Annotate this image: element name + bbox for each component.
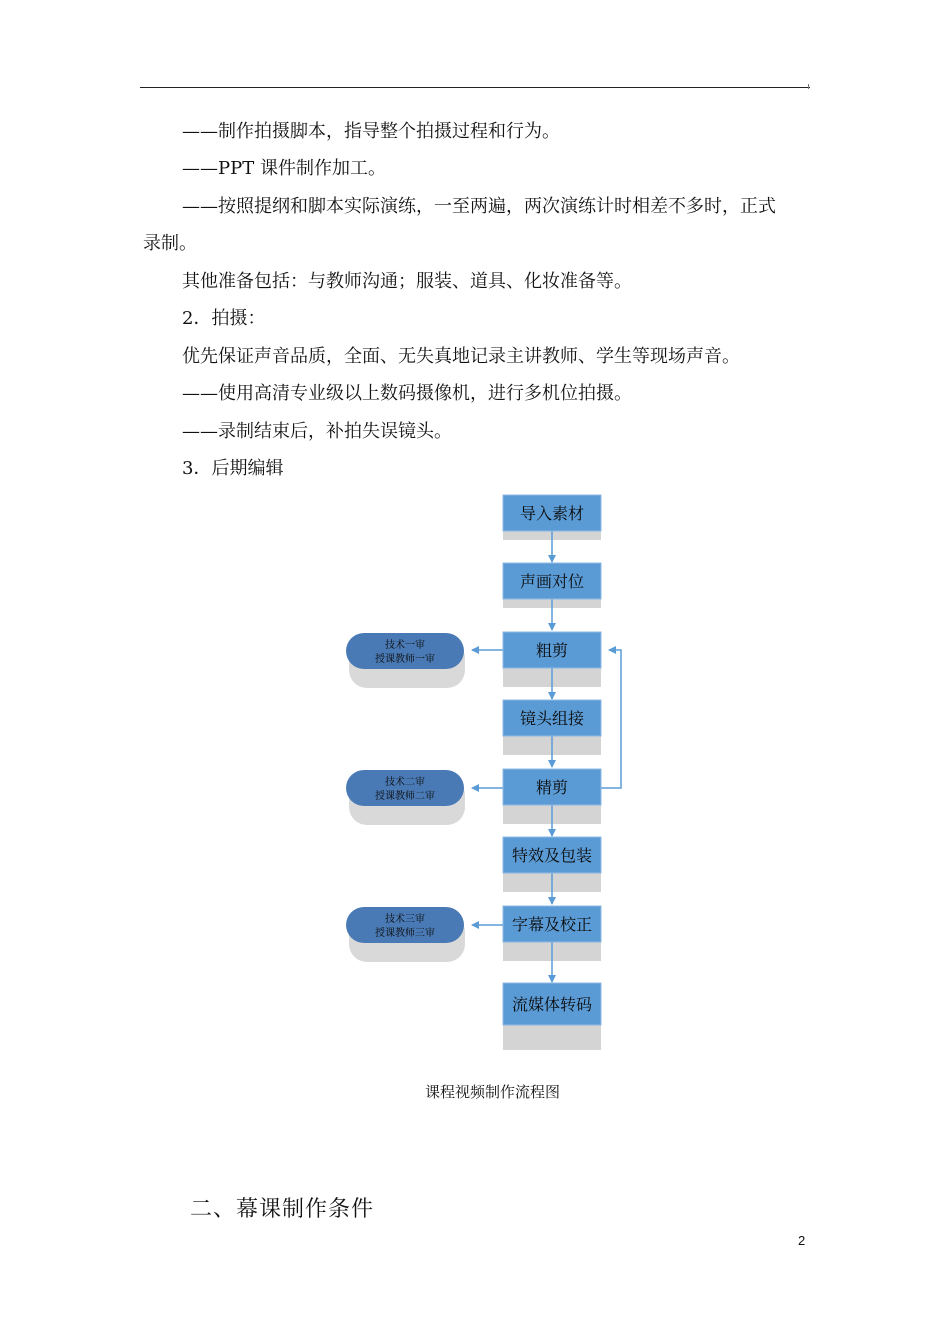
step-label: 特效及包装 [511, 846, 593, 865]
paragraph-script: ——制作拍摄脚本，指导整个拍摄过程和行为。 [182, 121, 560, 142]
section-heading: 二、幕课制作条件 [190, 1197, 375, 1222]
heading-shooting: 2．拍摄： [182, 308, 266, 329]
review-label: 技术三审 [385, 914, 425, 925]
paragraph-rehearsal-cont: 录制。 [143, 233, 197, 254]
step-label: 粗剪 [535, 641, 569, 660]
paragraph-reshoot: ——录制结束后，补拍失误镜头。 [182, 421, 452, 442]
paragraph-other-prep: 其他准备包括：与教师沟通；服装、道具、化妆准备等。 [182, 271, 632, 292]
review-label: 授课教师一审 [375, 654, 435, 665]
step-label: 流媒体转码 [511, 995, 593, 1014]
review-label: 授课教师二审 [375, 791, 435, 802]
step-label: 精剪 [535, 778, 569, 797]
paragraph-audio: 优先保证声音品质，全面、无失真地记录主讲教师、学生等现场声音。 [182, 346, 740, 367]
page-number: 2 [798, 1233, 806, 1248]
step-label: 字幕及校正 [511, 915, 593, 934]
heading-post-editing: 3．后期编辑 [182, 458, 284, 479]
review-label: 技术二审 [385, 777, 425, 788]
paragraph-camera: ——使用高清专业级以上数码摄像机，进行多机位拍摄。 [182, 383, 632, 404]
step-label: 声画对位 [519, 572, 585, 591]
review-label: 技术一审 [385, 640, 425, 651]
review-label: 授课教师三审 [375, 928, 435, 939]
paragraph-ppt: ——PPT 课件制作加工。 [182, 158, 386, 179]
step-label: 镜头组接 [519, 709, 585, 728]
figure-caption: 课程视频制作流程图 [424, 1083, 560, 1101]
step-label: 导入素材 [519, 504, 585, 523]
feedback-arrow [601, 650, 621, 788]
paragraph-rehearsal: ——按照提纲和脚本实际演练，一至两遍，两次演练计时相差不多时，正式 [182, 196, 776, 217]
